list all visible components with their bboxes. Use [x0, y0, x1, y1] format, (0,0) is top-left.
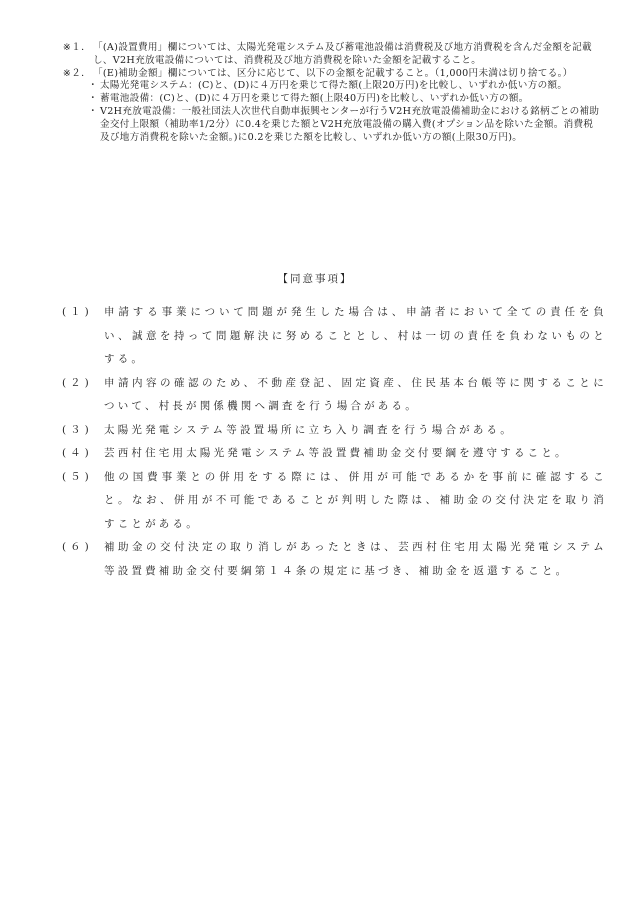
- item-text: 他の国費事業との併用をする際には、併用が可能であるかを事前に確認すること。なお、併用が不可能であることが判明した際は、補助金の交付決定を取り消すことがある。: [104, 470, 607, 530]
- note-text: 「(E)補助金額」欄については、区分に応じて、以下の金額を記載すること。（1,000円未満は切り捨てる。）: [93, 67, 573, 79]
- item-number: (２): [62, 376, 93, 389]
- note-1: [60, 42, 600, 68]
- notes-section: [60, 42, 600, 144]
- note-mark: ※２．: [62, 67, 91, 79]
- item-number: (４): [62, 447, 93, 459]
- sub-item-text: 蓄電池設備：(C)と、(D)に４万円を乗じて得た額(上限40万円)を比較し、いずれか低い方の額。: [100, 93, 529, 105]
- item-text: 太陽光発電システム等設置場所に立ち入り調査を行う場合がある。: [104, 423, 514, 436]
- bullet: ・: [88, 93, 98, 105]
- sub-item-v2h: [88, 106, 600, 144]
- note-text: 「(A)設置費用」欄については、太陽光発電システム及び蓄電池設備は消費税及び地方消費税を含んだ金額を記載し、V2H充放電設備については、消費税及び地方消費税を除いた金額を記載すること。: [93, 42, 592, 66]
- note-2: [60, 68, 600, 81]
- bullet: ・: [88, 105, 98, 117]
- sub-item-battery: [88, 93, 600, 106]
- item-text: 申請する事業について問題が発生した場合は、申請者において全ての責任を負い、誠意を持って問題解決に努めることとし、村は一切の責任を負わないものとする。: [104, 306, 607, 365]
- agreement-item-4: [62, 442, 607, 466]
- item-text: 申請内容の確認のため、不動産登記、固定資産、住民基本台帳等に関することについて、村長が関係機関へ調査を行う場合がある。: [104, 376, 607, 412]
- item-number: (６): [62, 541, 93, 553]
- agreement-title: 【同意事項】: [277, 273, 353, 285]
- item-text: 芸西村住宅用太陽光発電システム等設置費補助金交付要綱を遵守すること。: [104, 447, 569, 459]
- agreement-items: [62, 301, 607, 583]
- agreement-item-6: [62, 536, 607, 583]
- item-number: (３): [62, 423, 93, 436]
- item-number: (５): [62, 470, 93, 483]
- item-text: 補助金の交付決定の取り消しがあったときは、芸西村住宅用太陽光発電システム等設置費補助金交付要綱第１４条の規定に基づき、補助金を返還すること。: [104, 541, 607, 577]
- agreement-item-2: [62, 372, 607, 419]
- note-mark: ※１．: [62, 42, 91, 53]
- sub-item-solar: [88, 80, 600, 93]
- note-2-sublist: [60, 80, 600, 144]
- item-number: (１): [62, 306, 93, 318]
- sub-item-text: V2H充放電設備：一般社団法人次世代自動車振興センターが行うV2H充放電設備補助金における銘柄ごとの補助金交付上限額（補助率1/2分）に0.4を乗じた額とV2H充放電設備の購入費(オプション品を除いた金額。消費税及び地方消費税を除いた金額。)に0.2を乗じた額を比較し、いずれか低い方の額(上限30万円)。: [100, 105, 600, 143]
- agreement-item-3: [62, 419, 607, 443]
- sub-item-text: 太陽光発電システム：(C)と、(D)に４万円を乗じて得た額(上限20万円)を比較し、いずれか低い方の額。: [100, 80, 568, 92]
- agreement-item-5: [62, 466, 607, 537]
- agreement-item-1: [62, 301, 607, 372]
- bullet: ・: [88, 80, 98, 92]
